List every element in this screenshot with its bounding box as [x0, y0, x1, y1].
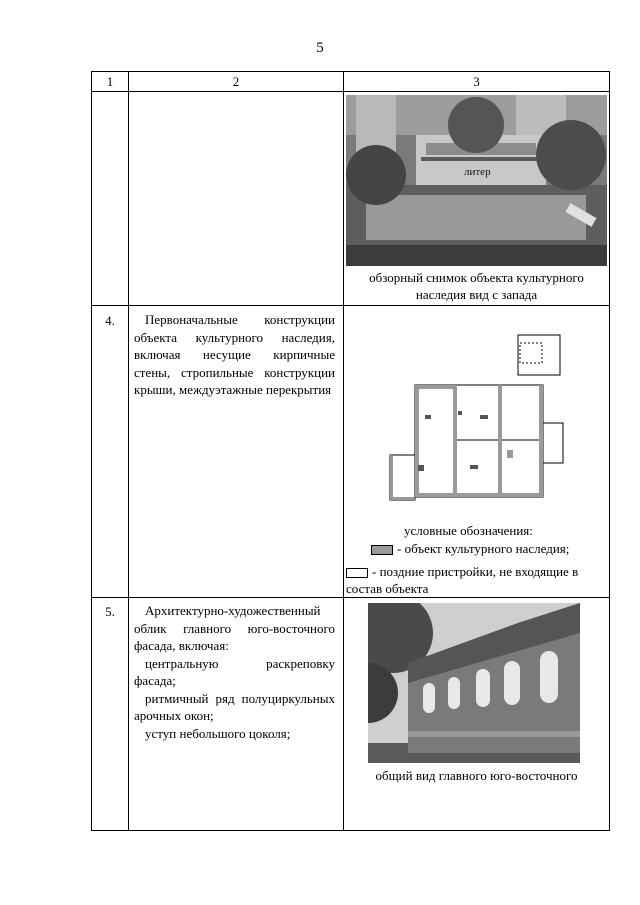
header-col1: 1 — [106, 74, 114, 89]
legend-item-late-label: - поздние пристройки, не входящие в состав объекта — [346, 564, 579, 596]
table-border-col2 — [343, 71, 344, 831]
row4-paragraph: Первоначальные конструкции объекта культурного наследия, включая несущие кирпичные стены, стропильные конструкции крыши, междуэтажные перекрытия — [134, 312, 335, 397]
floor-plan — [380, 315, 580, 510]
table-header-bottom — [91, 91, 610, 92]
photo-label: литер — [464, 166, 491, 178]
row4-bottom — [91, 597, 610, 598]
overview-photo — [346, 95, 607, 266]
legend-item-late — [346, 563, 607, 597]
facade-photo — [368, 603, 580, 763]
row4-number: 4. — [105, 313, 115, 328]
header-col3: 3 — [473, 74, 480, 89]
page-number: 5 — [316, 40, 324, 56]
heritage-swatch — [371, 545, 393, 555]
table-border-right — [609, 71, 610, 831]
row3-caption: обзорный снимок объекта культурного наследия вид с запада — [369, 270, 584, 302]
row5-intro: Архитектурно-художественный облик главного юго-восточного фасада, включая: — [134, 603, 335, 653]
table-border-bottom — [91, 830, 610, 831]
table-border-left — [91, 71, 92, 831]
row4-text — [134, 311, 335, 399]
row5-text — [134, 602, 335, 742]
legend-item-heritage — [371, 540, 569, 557]
legend-item-heritage-label: - объект культурного наследия; — [397, 541, 570, 556]
header-col2: 2 — [232, 74, 240, 89]
row5-number: 5. — [105, 604, 115, 619]
late-additions-swatch — [346, 568, 368, 578]
row5-item3: уступ небольшого цоколя; — [145, 725, 291, 741]
legend-title: условные обозначения: — [404, 523, 533, 538]
row3-bottom — [91, 305, 610, 306]
row5-item2: ритмичный ряд полуциркульных арочных окон; — [134, 690, 335, 723]
row5-caption: общий вид главного юго-восточного — [375, 768, 578, 783]
table-border-col1 — [128, 71, 129, 831]
row5-item1: центральную раскреповку фасада; — [134, 655, 335, 688]
